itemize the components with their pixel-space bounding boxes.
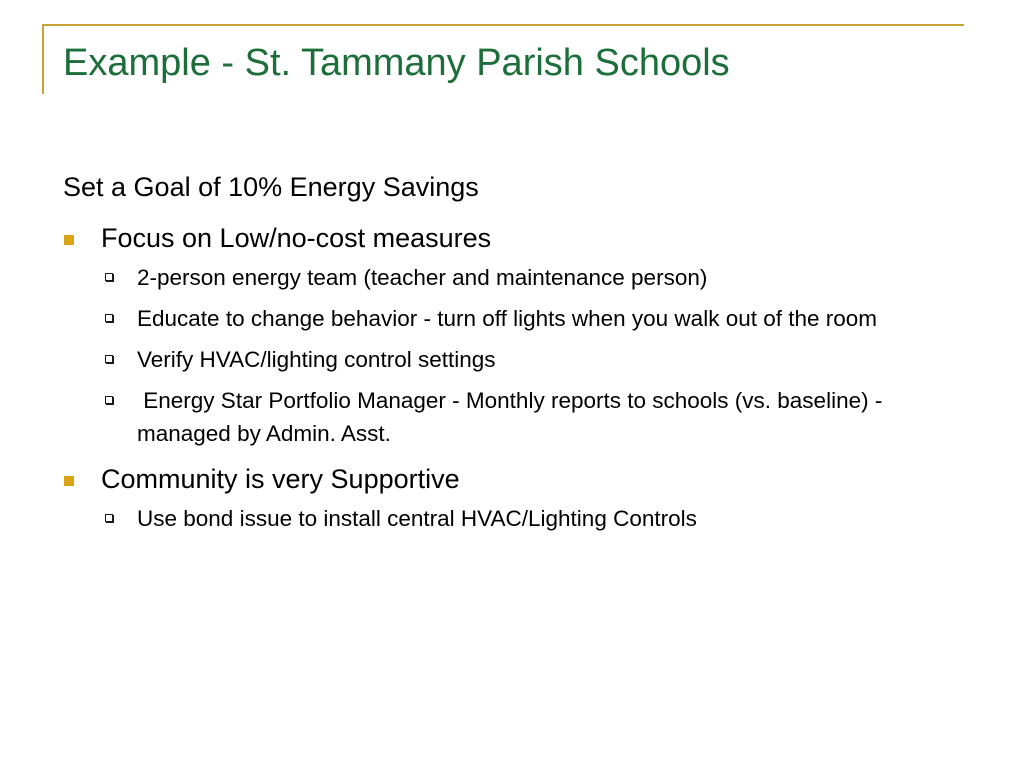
title-rule-top (42, 24, 964, 26)
secondary-item-label: 2-person energy team (teacher and maintenance person) (137, 265, 708, 290)
title-rule-left (42, 24, 44, 94)
hollow-square-bullet-icon (105, 273, 113, 281)
secondary-list-item (101, 302, 963, 335)
primary-list-item (63, 460, 963, 535)
primary-item-label: Focus on Low/no-cost measures (101, 223, 492, 253)
slide-body (63, 169, 963, 545)
secondary-item-label: Verify HVAC/lighting control settings (137, 347, 496, 372)
primary-list (63, 219, 963, 535)
secondary-item-label: Energy Star Portfolio Manager - Monthly reports to schools (vs. baseline) - managed by Admin. Asst. (137, 388, 889, 446)
hollow-square-bullet-icon (105, 355, 113, 363)
secondary-list (101, 261, 963, 450)
square-bullet-icon (64, 476, 74, 486)
hollow-square-bullet-icon (105, 396, 113, 404)
page-title: Example - St. Tammany Parish Schools (63, 42, 730, 84)
lead-statement: Set a Goal of 10% Energy Savings (63, 172, 479, 202)
square-bullet-icon (64, 235, 74, 245)
hollow-square-bullet-icon (105, 314, 113, 322)
secondary-list-item (101, 343, 963, 376)
primary-item-label: Community is very Supportive (101, 464, 460, 494)
secondary-item-label: Use bond issue to install central HVAC/Lighting Controls (137, 506, 697, 531)
primary-list-item (63, 219, 963, 450)
secondary-list (101, 502, 963, 535)
secondary-list-item (101, 384, 963, 450)
secondary-item-label: Educate to change behavior - turn off lights when you walk out of the room (137, 306, 878, 331)
hollow-square-bullet-icon (105, 514, 113, 522)
secondary-list-item (101, 502, 963, 535)
secondary-list-item (101, 261, 963, 294)
